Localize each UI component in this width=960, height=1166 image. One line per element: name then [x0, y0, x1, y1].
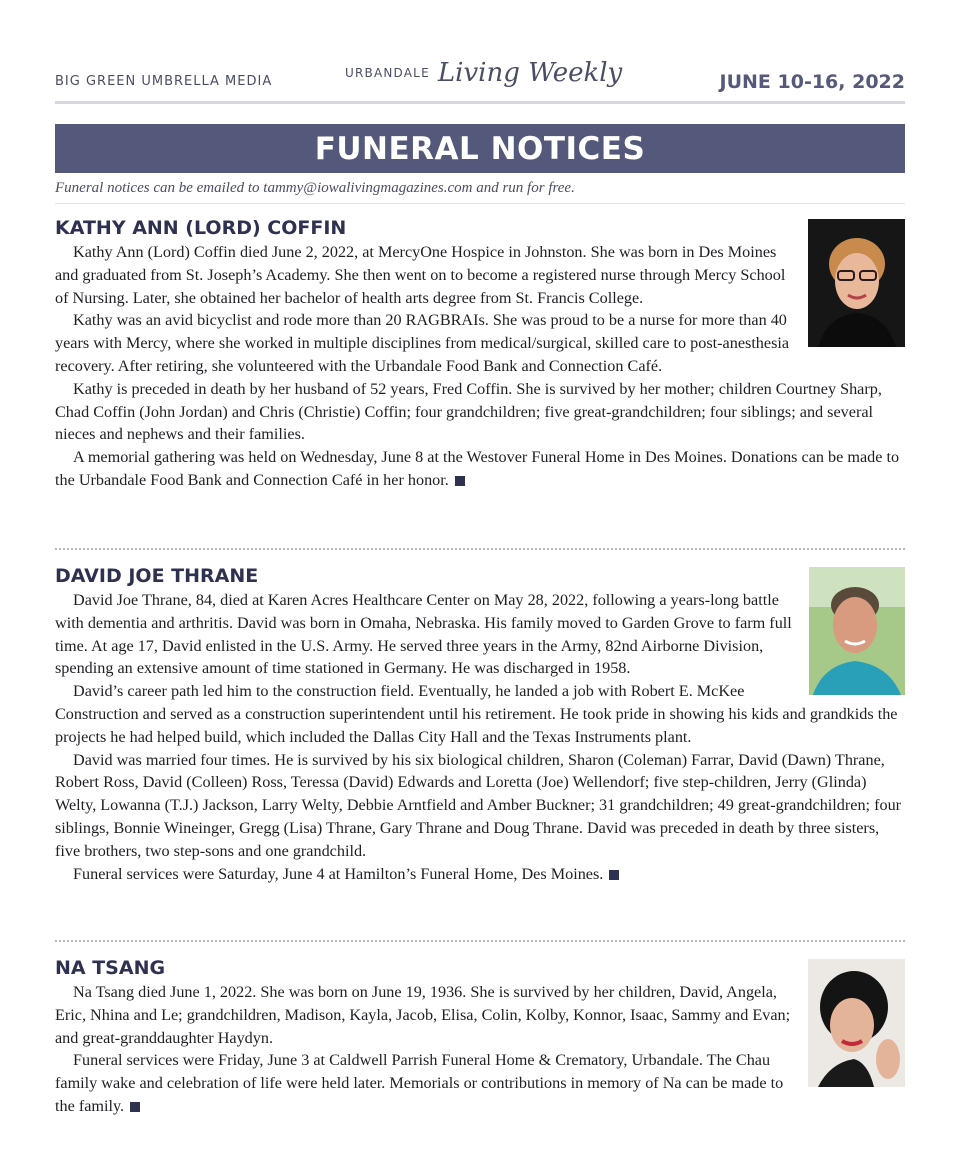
- notice-paragraph: David Joe Thrane, 84, died at Karen Acres Healthcare Center on May 28, 2022, following a years-long battle with dementia and arthritis. David was born in Omaha, Nebraska. His family moved to Garden Grove to farm full time. At age 17, David enlisted in the U.S. Army. He served three years in the Army, 82nd Airborne Division, spending an extensive amount of time stationed in Germany. He was discharged in 1958.: [55, 591, 792, 678]
- end-mark-icon: [455, 476, 465, 486]
- notice-divider: [55, 548, 905, 550]
- end-mark-icon: [609, 870, 619, 880]
- masthead: [55, 58, 905, 102]
- notice-name: NA TSANG: [55, 957, 166, 979]
- notice-kathy-coffin: [55, 216, 905, 492]
- notice-paragraph: Na Tsang died June 1, 2022. She was born on June 19, 1936. She is survived by her children, David, Angela, Eric, Nhina and Le; grandchildren, Madison, Kayla, Jacob, Elisa, Colin, Kolby, Konnor, Isaac, Sammy and Evan; and great-granddaughter Haydyn.: [55, 983, 791, 1047]
- notice-paragraph: David was married four times. He is survived by his six biological children, Sharon (Coleman) Farrar, David (Dawn) Thrane, Robert Ross, David (Colleen) Ross, Teressa (David) Edwards and Loretta (Joe) Wellendorf; five step-children, Jerry (Glinda) Welty, Lowanna (T.J.) Jackson, Larry Welty, Debbie Arntfield and Amber Buckner; 31 grandchildren; 49 great-grandchildren; four siblings, Bonnie Wineinger, Gregg (Lisa) Thrane, Gary Thrane and Doug Thrane. David was preceded in death by three sisters, five brothers, two step-sons and one grandchild.: [55, 750, 902, 860]
- section-banner: FUNERAL NOTICES: [55, 124, 905, 173]
- publication-city: URBANDALE: [345, 66, 430, 80]
- notice-paragraph: David’s career path led him to the construction field. Eventually, he landed a job with Robert E. McKee Construction and served as a construction superintendent until his retirement. He took pride in showing his kids and grandkids the projects he had helped build, which included the Dallas City Hall and the Texas Instruments plant.: [55, 682, 898, 746]
- notice-paragraph: Funeral services were Friday, June 3 at Caldwell Parrish Funeral Home & Crematory, Urbandale. The Chau family wake and celebration of life were held later. Memorials or contributions in memory of Na can be made to the family.: [55, 1051, 784, 1115]
- publication-logo: [345, 58, 622, 88]
- portrait-photo: [808, 959, 905, 1087]
- intro-divider: [55, 203, 905, 204]
- portrait-photo: [808, 219, 905, 347]
- notice-paragraph: Kathy Ann (Lord) Coffin died June 2, 2022, at MercyOne Hospice in Johnston. She was born in Des Moines and graduated from St. Joseph’s Academy. She then went on to become a registered nurse through Mercy School of Nursing. Later, she obtained her bachelor of health arts degree from St. Francis College.: [55, 243, 786, 307]
- notice-paragraph: Kathy is preceded in death by her husband of 52 years, Fred Coffin. She is survived by her mother; children Courtney Sharp, Chad Coffin (John Jordan) and Chris (Christie) Coffin; four grandchildren; five great-grandchildren; four siblings; and several nieces and nephews and their families.: [55, 379, 882, 444]
- notice-name: DAVID JOE THRANE: [55, 565, 259, 587]
- notice-paragraph: Funeral services were Saturday, June 4 at Hamilton’s Funeral Home, Des Moines.: [73, 864, 604, 883]
- issue-date: JUNE 10-16, 2022: [719, 71, 905, 93]
- header-divider: [55, 101, 905, 104]
- notice-name: KATHY ANN (LORD) COFFIN: [55, 217, 347, 239]
- notice-divider: [55, 940, 905, 942]
- publication-script-title: Living Weekly: [437, 58, 623, 88]
- section-intro: Funeral notices can be emailed to tammy@iowalivingmagazines.com and run for free.: [55, 180, 575, 196]
- notice-paragraph: Kathy was an avid bicyclist and rode more than 20 RAGBRAIs. She was proud to be a nurse for more than 40 years with Mercy, where she worked in multiple disciplines from medical/surgical, skilled care to post-anesthesia recovery. After retiring, she volunteered with the Urbandale Food Bank and Connection Café.: [55, 311, 790, 375]
- notice-david-thrane: [55, 564, 905, 885]
- notice-body: [55, 241, 905, 492]
- notice-paragraph: A memorial gathering was held on Wednesday, June 8 at the Westover Funeral Home in Des Moines. Donations can be made to the Urbandale Food Bank and Connection Café in her honor.: [55, 448, 900, 489]
- end-mark-icon: [130, 1102, 140, 1112]
- notice-body: [55, 589, 905, 885]
- notice-na-tsang: [55, 956, 905, 1118]
- portrait-photo: [809, 567, 905, 695]
- notice-body: [55, 981, 905, 1118]
- publisher-name: BIG GREEN UMBRELLA MEDIA: [55, 74, 273, 89]
